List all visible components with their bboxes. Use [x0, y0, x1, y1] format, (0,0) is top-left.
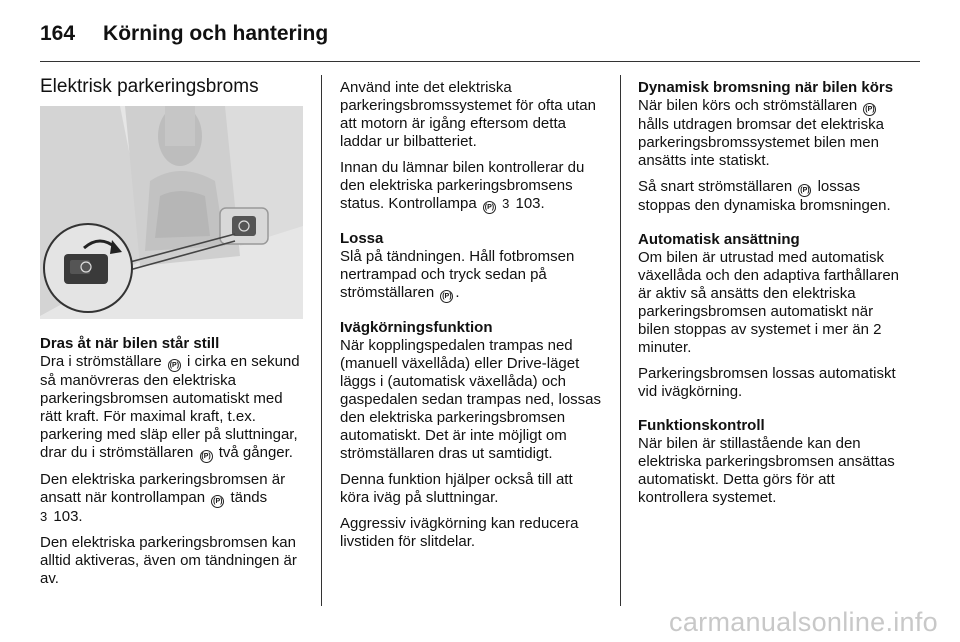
text: Innan du lämnar bilen kontrollerar du den elektriska parkeringsbromsens status. Kontrollampa — [340, 159, 585, 212]
text: lossas stoppas den dynamiska bromsningen. — [638, 178, 891, 214]
text: tänds — [230, 489, 268, 506]
parking-brake-icon: (P) — [863, 103, 876, 116]
parking-brake-icon: (P) — [440, 290, 453, 303]
paragraph: Om bilen är utrustad med automatisk växellåda och den adaptiva farthållaren är aktiv så ansätts den elektriska parkeringsbromsen automatiskt när bilen stoppas av systemet i mer än 2 minuter. — [638, 249, 900, 356]
parking-brake-icon: (P) — [168, 359, 181, 372]
paragraph: Denna funktion hjälper också till att köra iväg på sluttningar. — [340, 471, 573, 506]
page-ref-icon: 3 — [502, 196, 510, 211]
heading-automatic-apply: Automatisk ansättning — [638, 231, 800, 248]
paragraph — [340, 159, 605, 214]
text: Den elektriska parkeringsbromsen är ansatt när kontrollampan — [40, 471, 286, 506]
paragraph — [638, 178, 908, 215]
section-title: Elektrisk parkeringsbroms — [40, 76, 259, 97]
text: hålls utdragen bromsar det elektriska parkeringsbromssystemet bilen men ansätts inte statiskt. — [638, 116, 884, 169]
column-2 — [340, 79, 605, 559]
column-divider-2 — [620, 75, 621, 606]
text: i cirka en sekund så manövreras den elektriska parkeringsbromsen automatiskt med rätt kraft. För maximal kraft, t.ex. parkering med släp eller på sluttningar, drar du i strömställaren — [40, 353, 300, 461]
text: två gånger. — [218, 444, 293, 461]
paragraph — [40, 471, 305, 526]
paragraph: Parkeringsbromsen lossas automatiskt vid ivägkörning. — [638, 365, 896, 400]
column-3 — [638, 79, 908, 515]
parking-brake-illustration — [40, 106, 303, 319]
paragraph: Den elektriska parkeringsbromsen kan alltid aktiveras, även om tändningen är av. — [40, 534, 297, 587]
paragraph: När bilen är stillastående kan den elektriska parkeringsbromsen ansättas automatiskt. Detta görs för att kontrollera systemet. — [638, 435, 895, 506]
parking-brake-icon: (P) — [200, 450, 213, 463]
text: Så snart strömställaren — [638, 178, 793, 195]
console-drawing — [40, 106, 303, 319]
heading-dynamic-braking: Dynamisk bromsning när bilen körs — [638, 79, 894, 96]
paragraph: Använd inte det elektriska parkeringsbromssystemet för ofta utan att motorn är igång eftersom detta laddar ur bilbatteriet. — [340, 79, 596, 150]
paragraph — [340, 248, 605, 303]
page-ref-icon: 3 — [40, 509, 48, 524]
parking-brake-icon: (P) — [798, 184, 811, 197]
paragraph — [40, 353, 305, 463]
heading-function-check: Funktionskontroll — [638, 417, 765, 434]
parking-brake-icon: (P) — [211, 495, 224, 508]
heading-drive-away: Ivägkörningsfunktion — [340, 319, 493, 336]
page-ref-link[interactable]: 103. — [53, 508, 83, 525]
paragraph — [638, 97, 908, 170]
paragraph: När kopplingspedalen trampas ned (manuell växellåda) eller Drive-läget läggs i (automatisk växellåda) och gaspedalen sedan trampas ned, lossas den elektriska parkeringsbromsen automatiskt. Det är inte möjligt om strömställaren dras ut samtidigt. — [340, 337, 602, 462]
column-1 — [40, 335, 305, 596]
page-header — [40, 14, 328, 54]
parking-brake-icon: (P) — [483, 201, 496, 214]
text: Dra i strömställare — [40, 353, 162, 370]
heading-release: Lossa — [340, 230, 384, 247]
paragraph: Aggressiv ivägkörning kan reducera livstiden för slitdelar. — [340, 515, 579, 550]
column-divider-1 — [321, 75, 322, 606]
chapter-title: Körning och hantering — [103, 22, 329, 45]
text: . — [455, 284, 460, 301]
header-rule — [40, 61, 920, 62]
page-number: 164 — [40, 22, 76, 45]
heading-apply-stationary: Dras åt när bilen står still — [40, 335, 220, 352]
page-ref-link[interactable]: 103. — [515, 195, 545, 212]
text: När bilen körs och strömställaren — [638, 97, 858, 114]
watermark: carmanualsonline.info — [669, 607, 938, 637]
text: Slå på tändningen. Håll fotbromsen nertrampad och tryck sedan på strömställaren — [340, 248, 575, 301]
